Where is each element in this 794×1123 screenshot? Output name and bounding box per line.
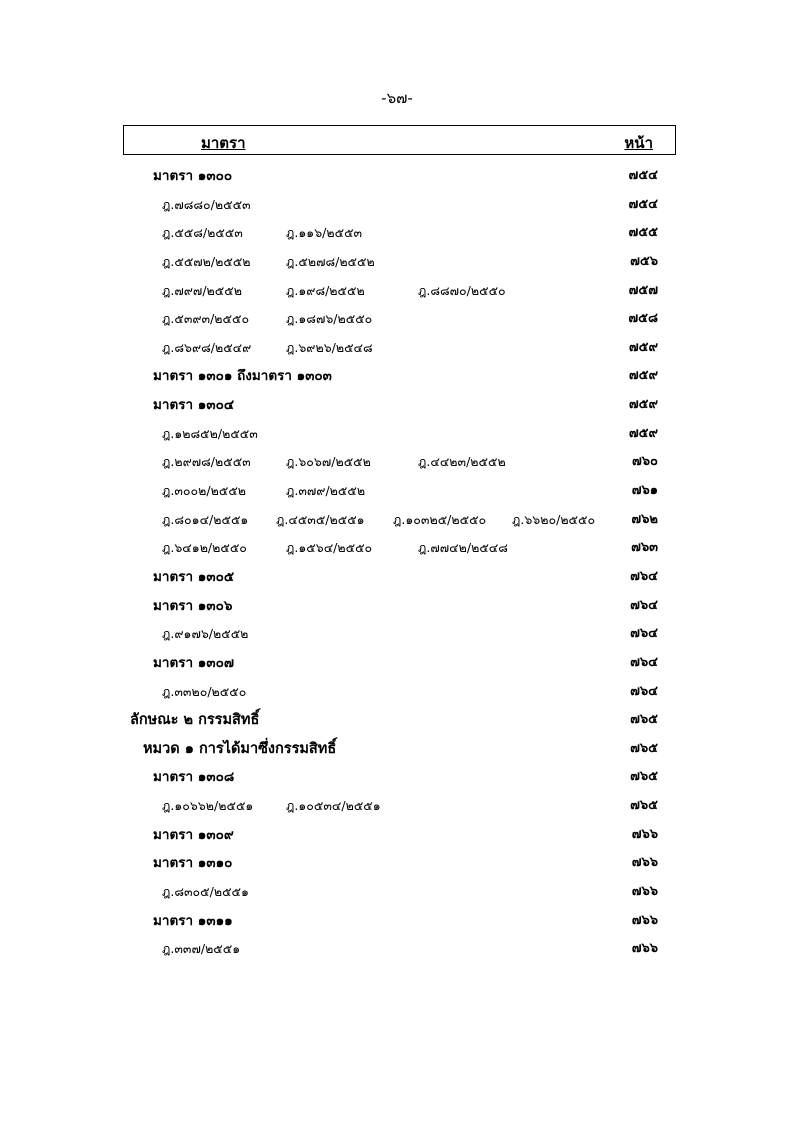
citation: ฎ.๕๒๗๘/๒๕๕๒ xyxy=(286,253,375,269)
section-label: มาตรา ๑๓๐๐ xyxy=(153,168,233,184)
page-ref: ๗๖๖ xyxy=(631,826,658,842)
page-ref: ๗๕๙ xyxy=(628,397,658,413)
citation: ฎ.๙๑๗๖/๒๕๕๒ xyxy=(162,626,249,642)
title-label: ลักษณะ ๒ กรรมสิทธิ์ xyxy=(130,712,260,729)
page-ref: ๗๖๕ xyxy=(630,740,658,756)
section-label: มาตรา ๑๓๑๐ xyxy=(153,855,233,872)
page-ref: ๗๖๑ xyxy=(631,483,658,499)
section-row xyxy=(0,907,794,936)
page-ref: ๗๖๐ xyxy=(632,454,658,470)
citation-row xyxy=(0,219,794,248)
section-row xyxy=(0,391,794,420)
citation: ฎ.๓๗๙/๒๕๕๒ xyxy=(286,483,366,499)
section-label: มาตรา ๑๓๐๗ xyxy=(153,654,234,671)
page-ref: ๗๖๖ xyxy=(631,941,658,957)
page-ref: ๗๖๕ xyxy=(630,798,658,814)
page-ref: ๗๖๔ xyxy=(630,626,658,642)
citation-row xyxy=(0,534,794,563)
citation: ฎ.๕๓๙๓/๒๕๕๐ xyxy=(162,311,250,327)
citation-row xyxy=(0,248,794,277)
section-row xyxy=(0,162,794,191)
section-label: มาตรา ๑๓๑๑ xyxy=(153,912,233,929)
section-label: มาตรา ๑๓๐๔ xyxy=(153,397,235,414)
citation-row xyxy=(0,620,794,649)
citation-row xyxy=(0,305,794,334)
citation: ฎ.๘๖๙๘/๒๕๔๙ xyxy=(162,339,252,355)
page-ref: ๗๖๖ xyxy=(631,855,658,871)
section-row xyxy=(0,821,794,850)
citation: ฎ.๖๙๒๖/๒๕๔๘ xyxy=(286,339,373,355)
citation: ฎ.๖๐๖๗/๒๕๕๒ xyxy=(286,454,371,470)
citation: ฎ.๔๕๓๕/๒๕๕๑ xyxy=(276,511,365,527)
page-ref: ๗๖๖ xyxy=(631,884,658,900)
citation: ฎ.๓๓๗/๒๕๕๑ xyxy=(162,941,241,957)
citation: ฎ.๑๑๖/๒๕๕๓ xyxy=(286,225,363,241)
page-ref: ๗๖๔ xyxy=(630,683,658,699)
citation: ฎ.๓๐๐๒/๒๕๕๒ xyxy=(162,483,247,499)
page-ref: ๗๖๕ xyxy=(630,769,658,785)
page-column-header: หน้า xyxy=(624,134,653,152)
page-ref: ๗๖๖ xyxy=(631,912,658,928)
section-row xyxy=(0,763,794,792)
citation: ฎ.๑๐๕๓๔/๒๕๕๑ xyxy=(286,798,381,814)
index-entries xyxy=(0,162,794,964)
page-ref: ๗๕๔ xyxy=(628,196,658,212)
citation: ฎ.๘๐๑๔/๒๕๕๑ xyxy=(162,511,249,527)
section-label: มาตรา ๑๓๐๕ xyxy=(153,568,235,585)
section-label: มาตรา ๑๓๐๑ ถึงมาตรา ๑๓๐๓ xyxy=(153,368,332,385)
chapter-row xyxy=(0,735,794,764)
page-ref: ๗๕๙ xyxy=(628,425,658,441)
page-number: -๖๗- xyxy=(381,89,413,107)
citation: ฎ.๗๗๔๒/๒๕๔๘ xyxy=(418,540,508,556)
page-ref: ๗๕๘ xyxy=(628,311,658,327)
citation: ฎ.๗๙๗/๒๕๕๒ xyxy=(162,282,242,298)
citation-row xyxy=(0,792,794,821)
citation: ฎ.๖๖๒๐/๒๕๕๐ xyxy=(512,511,596,527)
citation: ฎ.๕๕๘/๒๕๕๓ xyxy=(162,225,243,241)
section-row xyxy=(0,592,794,621)
citation-row xyxy=(0,448,794,477)
citation-row xyxy=(0,678,794,707)
citation: ฎ.๓๓๒๐/๒๕๕๐ xyxy=(162,683,247,699)
page-ref: ๗๕๖ xyxy=(630,253,658,269)
citation: ฎ.๑๕๖๔/๒๕๕๐ xyxy=(286,540,373,556)
citation: ฎ.๘๓๐๕/๒๕๕๑ xyxy=(162,884,249,900)
section-label: มาตรา ๑๓๐๖ xyxy=(153,597,233,614)
section-column-header: มาตรา xyxy=(201,134,246,152)
citation: ฎ.๔๔๒๓/๒๕๕๒ xyxy=(418,454,506,470)
page-ref: ๗๖๔ xyxy=(630,597,658,613)
citation-row xyxy=(0,878,794,907)
citation: ฎ.๘๘๗๐/๒๕๕๐ xyxy=(418,282,506,298)
page-ref: ๗๕๔ xyxy=(628,168,658,183)
citation-row xyxy=(0,277,794,306)
section-row xyxy=(0,563,794,592)
section-row xyxy=(0,362,794,391)
citation-row xyxy=(0,506,794,535)
citation: ฎ.๖๔๑๒/๒๕๕๐ xyxy=(162,540,247,556)
index-header xyxy=(123,125,676,155)
citation: ฎ.๑๐๓๒๕/๒๕๕๐ xyxy=(393,511,487,527)
page-ref: ๗๖๒ xyxy=(631,511,658,527)
page-ref: ๗๖๕ xyxy=(630,712,658,728)
page-ref: ๗๕๙ xyxy=(628,368,658,384)
citation: ฎ.๑๙๘/๒๕๕๒ xyxy=(286,282,365,298)
citation: ฎ.๑๒๘๕๒/๒๕๕๓ xyxy=(162,425,258,441)
citation: ฎ.๗๘๘๐/๒๕๕๓ xyxy=(162,196,251,212)
page-ref: ๗๕๗ xyxy=(628,282,658,298)
title-row xyxy=(0,706,794,735)
citation: ฎ.๒๙๗๘/๒๕๕๓ xyxy=(162,454,251,470)
citation-row xyxy=(0,935,794,964)
citation: ฎ.๕๕๗๒/๒๕๕๒ xyxy=(162,253,251,269)
section-label: มาตรา ๑๓๐๙ xyxy=(153,826,234,843)
citation: ฎ.๑๘๗๖/๒๕๕๐ xyxy=(286,311,373,327)
page-ref: ๗๖๔ xyxy=(630,654,658,670)
citation-row xyxy=(0,477,794,506)
section-label: มาตรา ๑๓๐๘ xyxy=(153,769,235,786)
section-row xyxy=(0,649,794,678)
citation-row xyxy=(0,334,794,363)
citation-row xyxy=(0,420,794,449)
page-ref: ๗๕๕ xyxy=(628,225,658,241)
citation-row xyxy=(0,191,794,220)
page-ref: ๗๕๙ xyxy=(628,339,658,355)
section-row xyxy=(0,849,794,878)
chapter-label: หมวด ๑ การได้มาซึ่งกรรมสิทธิ์ xyxy=(143,740,337,757)
page-ref: ๗๖๔ xyxy=(630,568,658,584)
page-ref: ๗๖๓ xyxy=(631,540,658,556)
citation: ฎ.๑๐๖๖๒/๒๕๕๑ xyxy=(162,798,254,814)
